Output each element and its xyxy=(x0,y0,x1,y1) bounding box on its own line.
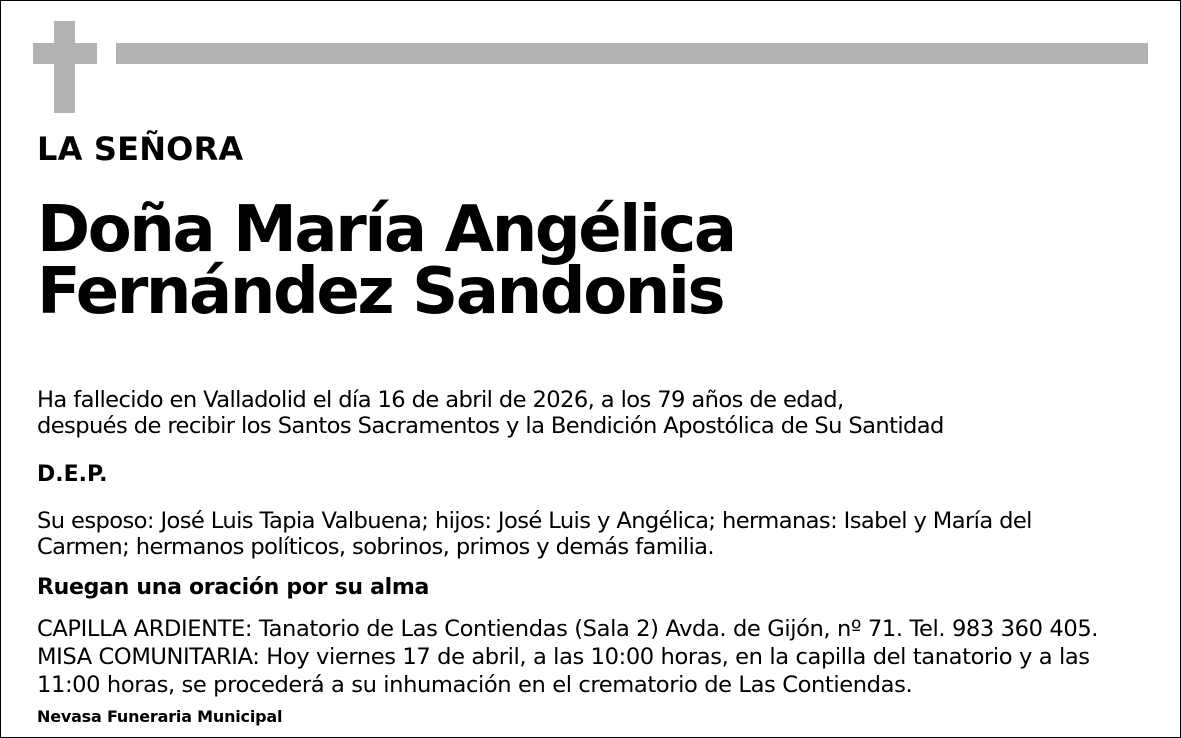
prayer-request: Ruegan una oración por su alma xyxy=(37,575,430,600)
death-line-2: después de recibir los Santos Sacramentos y la Bendición Apostólica de Su Santidad xyxy=(37,413,944,439)
deceased-name-line-1: Doña María Angélica xyxy=(37,193,735,267)
family-list xyxy=(37,508,1032,560)
funeral-home-name: Nevasa Funeraria Municipal xyxy=(37,707,283,726)
deceased-name-line-2: Fernández Sandonis xyxy=(37,255,724,329)
details-line-3: 11:00 horas, se procederá a su inhumación en el crematorio de Las Contiendas. xyxy=(37,672,913,698)
cross-horizontal-bar xyxy=(33,43,97,64)
death-announcement xyxy=(37,387,944,439)
service-details xyxy=(37,615,1098,699)
family-line-2: Carmen; hermanos políticos, sobrinos, primos y demás familia. xyxy=(37,534,714,560)
details-line-1: CAPILLA ARDIENTE: Tanatorio de Las Contiendas (Sala 2) Avda. de Gijón, nº 71. Tel. 983 360 405. xyxy=(37,616,1099,642)
cross-vertical-bar xyxy=(54,21,75,113)
dep-label: D.E.P. xyxy=(37,462,108,487)
family-line-1: Su esposo: José Luis Tapia Valbuena; hijos: José Luis y Angélica; hermanas: Isabel y María del xyxy=(37,508,1032,534)
details-line-2: MISA COMUNITARIA: Hoy viernes 17 de abril, a las 10:00 horas, en la capilla del tanatorio y a las xyxy=(37,644,1090,670)
notice-heading: LA SEÑORA xyxy=(37,130,244,168)
header-rule xyxy=(116,43,1148,64)
deceased-name xyxy=(37,193,735,329)
death-line-1: Ha fallecido en Valladolid el día 16 de abril de 2026, a los 79 años de edad, xyxy=(37,387,844,413)
